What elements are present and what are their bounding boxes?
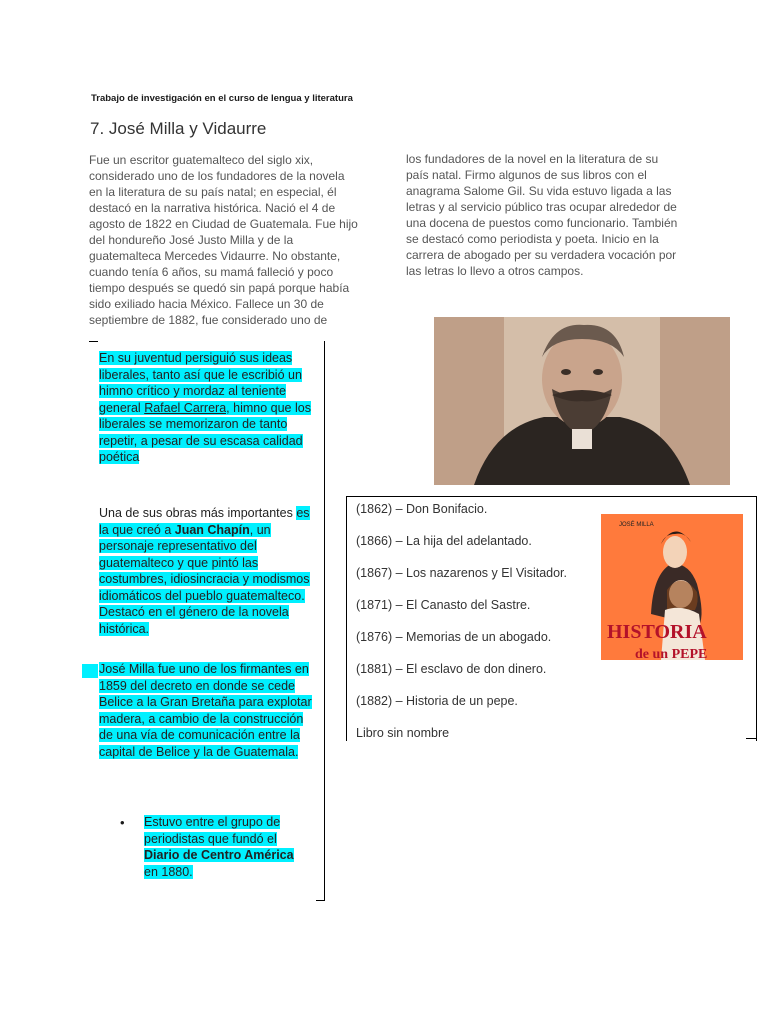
- work-item: (1871) – El Canasto del Sastre.: [356, 598, 531, 612]
- work-item: Libro sin nombre: [356, 726, 450, 740]
- p1-text-c: , a pesar de su escasa calidad poética: [99, 433, 303, 464]
- p2-text-b: es la que creó a: [99, 506, 310, 537]
- bullet-icon: •: [120, 815, 125, 830]
- cover-title-line1: HISTORIA: [607, 621, 707, 643]
- p2-text-c: , un personaje representativo del guatemalteco y que pintó las costumbres, idiosincracia y modismos idiomáticos del pueblo guatemalteco. Destacó en el género de la novela histórica.: [99, 522, 310, 636]
- portrait-illustration: [434, 317, 730, 485]
- paragraph-obras: [99, 505, 319, 637]
- diario-bold: Diario de Centro América: [144, 848, 294, 862]
- work-item: (1881) – El esclavo de don dinero.: [356, 662, 547, 676]
- paragraph-diario: [144, 814, 304, 880]
- book-cover-image: [601, 514, 743, 660]
- intro-right-column: los fundadores de la novel en la literatura de su país natal. Firmo algunos de sus libros con el anagrama Salome Gil. Su vida estuvo ligada a las letras y al servicio público tras ocupar alrededor de una docena de puestos como funcionario. También se destacó como periodista y poeta. Inicio en la carrera de abogado per su verdadera vocación por las letras lo llevo a otros campos.: [406, 152, 678, 278]
- p4-text-a: Estuvo entre el grupo de periodistas que fundó el: [144, 815, 281, 846]
- p2-text-a: Una de sus obras más importantes: [99, 506, 297, 520]
- section-heading: 7. José Milla y Vidaurre: [90, 119, 267, 138]
- p3-text: José Milla fue uno de los firmantes en 1859 del decreto en donde se cede Belice a la Gran Bretaña para explotar madera, a cambio de la construcción de una vía de comunicación entre la capital de Belice y la de Guatemala.: [99, 662, 312, 759]
- works-list: [356, 501, 567, 741]
- works-box-corner: [746, 738, 756, 739]
- cover-author: JOSÉ MILLA: [619, 522, 654, 528]
- paragraph-belice: [99, 661, 319, 760]
- p1-text-a: En su juventud persiguió sus ideas liberales, tanto así que le escribió un himno crítico y mordaz al teniente general: [99, 351, 302, 415]
- document-header: Trabajo de investigación en el curso de lengua y literatura: [91, 93, 353, 104]
- p1-text-b: , himno que los liberales se memorizaron de tanto repetir: [99, 400, 311, 448]
- portrait-image: [434, 317, 730, 485]
- work-item: (1882) – Historia de un pepe.: [356, 694, 518, 708]
- work-item: (1866) – La hija del adelantado.: [356, 534, 532, 548]
- cover-title-line2: de un PEPE: [635, 647, 708, 660]
- p4-text-b: en 1880.: [144, 864, 193, 879]
- work-item: (1867) – Los nazarenos y El Visitador.: [356, 566, 568, 580]
- intro-left-column: Fue un escritor guatemalteco del siglo xix, considerado uno de los fundadores de la novela en la literatura de su país natal; en especial, él destacó en la narrativa histórica. Nació el 4 de agosto de 1822 en Ciudad de Guatemala. Fue hijo del hondureño José Justo Milla y de la guatemalteca Mercedes Vidaurre. No obstante, cuando tenía 6 años, su mamá falleció y poco tiempo después se quedó sin papá porque había sido exiliado hacia México. Fallece un 30 de septiembre de 1882, fue considerado uno de: [89, 153, 358, 327]
- rafael-carrera-link[interactable]: Rafael Carrera: [144, 400, 227, 415]
- juan-chapin-bold: Juan Chapín: [174, 522, 250, 537]
- paragraph-juventud: [99, 350, 319, 466]
- work-item: (1862) – Don Bonifacio.: [356, 502, 488, 516]
- book-cover-illustration: [601, 514, 743, 660]
- work-item: (1876) – Memorias de un abogado.: [356, 630, 552, 644]
- highlight-marker: [82, 664, 98, 678]
